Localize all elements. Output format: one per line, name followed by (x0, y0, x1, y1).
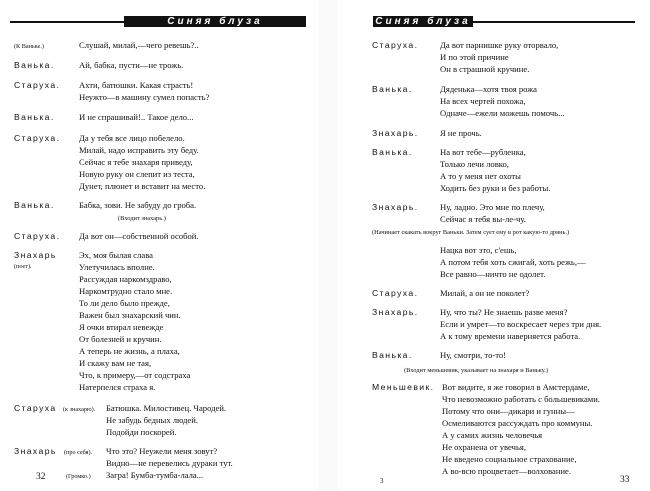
speaker-name: Старуха. (372, 40, 419, 50)
text-line: Все равно—ничто не одолет. (440, 269, 546, 279)
text-line: То ли дело было прежде, (79, 298, 170, 308)
text-line: А к тому времени наверняется работа. (440, 331, 581, 341)
text-line: Осмеливаются рассуждать про коммуны. (442, 418, 593, 428)
text-line: Ну, что ты? Не знаешь разве меня? (440, 307, 568, 317)
speaker-name: Ванька. (372, 84, 413, 94)
speaker-name: Ванька. (372, 147, 413, 157)
text-line: Улетучилась вполне. (79, 262, 155, 272)
page-number: 33 (620, 475, 630, 485)
right-page (338, 0, 650, 491)
page-number: 32 (36, 472, 46, 482)
speaker-note: (Громко.) (66, 473, 91, 480)
text-line: Дяденька—хотя твоя рожа (440, 84, 537, 94)
text-line: А то у меня нет охоты (440, 171, 521, 181)
text-line: Ай, бабка, пусти—не трожь. (79, 60, 184, 70)
speaker-note: (к знахарю). (63, 406, 96, 413)
text-line: Подойди поскорей. (106, 427, 177, 437)
running-header: Синяя блуза (373, 16, 473, 27)
text-line: Сейчас я тебе знахаря приведу, (79, 157, 193, 167)
left-page (0, 0, 318, 491)
text-line: Потому что они—дикари и гунны— (442, 406, 575, 416)
text-line: На всех чертей похожа, (440, 96, 526, 106)
running-header: Синяя блуза (124, 16, 306, 27)
text-line: Дунет, плюнет и вставит на место. (79, 181, 206, 191)
speaker-name: Знахарь. (372, 128, 419, 138)
text-line: Сейчас я тебя вы-ле-чу. (440, 214, 526, 224)
speaker-name: Ванька. (14, 60, 55, 70)
stage-direction: (Начинает скакать вокруг Ваньки. Затем сует ему в рот какую-то дрянь.) (372, 229, 570, 236)
text-line: Одначе—ежели можешь помочь... (440, 108, 565, 118)
speaker-note: (поет). (14, 263, 32, 270)
text-line: На вот тебе—рубленка, (440, 147, 526, 157)
speaker-name: Знахарь (14, 446, 57, 456)
speaker-name: Знахарь. (372, 307, 419, 317)
text-line: Он в страшной кручине. (440, 64, 530, 74)
speaker-name: Старуха. (372, 288, 419, 298)
text-line: Что это? Неужели меня зовут? (106, 446, 218, 456)
text-line: И по этой причине (440, 52, 509, 62)
text-line: Бабка, зови. Не забуду до гроба. (79, 200, 197, 210)
text-line: А потом тебя хоть сжигай, хоть режь,— (440, 257, 586, 267)
speaker-name: Ванька. (14, 200, 55, 210)
text-line: Ходить без руки и без работы. (440, 183, 551, 193)
text-line: Натерпелся страха я. (79, 382, 156, 392)
stage-direction: (Входит меньшевик, указывает на знахаря и Ваньку.) (404, 367, 548, 374)
speaker-note: (К Ваньке.) (14, 43, 44, 50)
text-line: Эх, моя былая слава (79, 250, 153, 260)
speaker-name: Ванька. (372, 350, 413, 360)
speaker-name: Старуха. (14, 80, 61, 90)
text-line: И не спрашивай!.. Такое дело... (79, 112, 194, 122)
text-line: Я очки втирал невежде (79, 322, 164, 332)
text-line: И скажу вам не тая, (79, 358, 152, 368)
text-line: Да вот парнишке руку оторвало, (440, 40, 559, 50)
speaker-name: Знахарь. (372, 202, 419, 212)
text-line: Да вот он—собственной особой. (79, 231, 199, 241)
text-line: А во-всю процветает—волхование. (442, 466, 572, 476)
text-line: А у самих жизнь человечья (442, 430, 543, 440)
text-line: Батюшка. Милостивец. Чародей. (106, 403, 227, 413)
text-line: Нацка вот это, с'ешь, (440, 245, 517, 255)
text-line: Не охранена от увечья, (442, 442, 526, 452)
speaker-name: Меньшевик. (372, 382, 435, 392)
text-line: Не забудь бедных людей. (106, 415, 198, 425)
text-line: Ну, ладно. Это мне по плечу, (440, 202, 545, 212)
text-line: Милай, а он не поколет? (440, 288, 530, 298)
text-line: Только лечи ловко, (440, 159, 509, 169)
text-line: Новую руку он слепит из теста, (79, 169, 195, 179)
text-line: Слушай, милай,—чего ревешь?.. (79, 40, 199, 50)
text-line: Милай, надо исправить эту беду. (79, 145, 199, 155)
speaker-name: Старуха. (14, 231, 61, 241)
text-line: Загра! Бумба-тумба-лала... (106, 470, 204, 480)
stage-direction: (Входит знахарь.) (118, 215, 166, 222)
text-line: Ахти, батюшки. Какая страсть! (79, 80, 194, 90)
text-line: Что, к примеру,—от содстраха (79, 370, 191, 380)
header-rule (10, 21, 124, 23)
text-line: Неужто—в машину сумел попасть? (79, 92, 210, 102)
signature-mark: 3 (380, 477, 384, 485)
book-gutter (318, 0, 338, 491)
text-line: Да у тебя все лицо побелело. (79, 133, 185, 143)
speaker-name: Старуха (14, 403, 57, 413)
header-rule (473, 21, 635, 23)
text-line: Ну, смотри, то-то! (440, 350, 507, 360)
speaker-name: Знахарь (14, 250, 57, 260)
text-line: Не введено социальное страхование, (442, 454, 577, 464)
speaker-name: Старуха. (14, 133, 61, 143)
speaker-name: Ванька. (14, 112, 55, 122)
text-line: Если и умрет—то воскресает через три дня. (440, 319, 602, 329)
text-line: Видно—не перевелись дураки тут. (106, 458, 233, 468)
text-line: А теперь не жизнь, а плаха, (79, 346, 180, 356)
text-line: Вот видите, я же говорил в Амстердаме, (442, 382, 590, 392)
speaker-note: (про себя). (64, 449, 93, 456)
text-line: Важен был знахарский чин. (79, 310, 181, 320)
text-line: Что невозможно работать с большевиками. (442, 394, 600, 404)
text-line: Наркомтрудно стало мне. (79, 286, 173, 296)
text-line: От болезней и кручин. (79, 334, 162, 344)
text-line: Я не прочь. (440, 128, 482, 138)
text-line: Рассуждая наркомздраво, (79, 274, 172, 284)
